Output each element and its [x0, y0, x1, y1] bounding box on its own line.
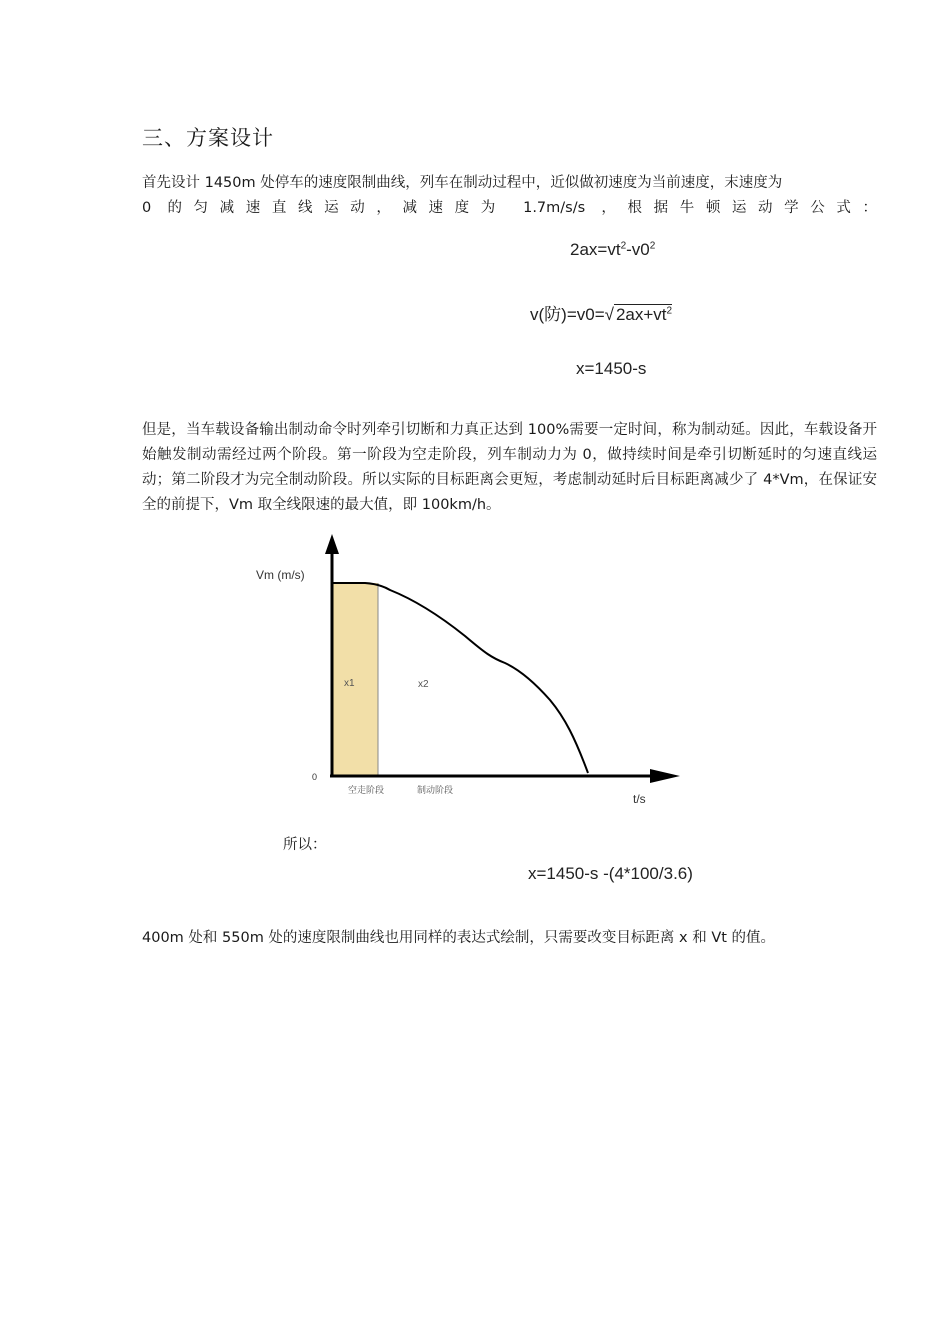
eq1-text: 2ax=vt [570, 240, 621, 259]
section-heading: 三、方案设计 [142, 126, 274, 150]
paragraph-other-curves: 400m 处和 550m 处的速度限制曲线也用同样的表达式绘制，只需要改变目标距离 x 和 Vt 的值。 [142, 930, 776, 946]
paragraph-intro-line1: 首先设计 1450m 处停车的速度限制曲线，列车在制动过程中，近似做初速度为当前速度，末速度为 [142, 175, 783, 191]
region-x2-label: x2 [418, 679, 429, 690]
origin-label: 0 [312, 772, 318, 782]
eq2-radicand-text: 2ax+vt [615, 305, 667, 324]
region-x1-label: x1 [344, 678, 355, 689]
paragraph-braking-delay: 但是，当车载设备输出制动命令时列牵引切断和力真正达到 100%需要一定时间，称为制动延。因此，车载设备开始触发制动需经过两个阶段。第一阶段为空走阶段，列车制动力为 0，做持续时间是牵引切断延时的匀速直线运动；第二阶段才为完全制动阶段。所以实际的目标距离会更短，考虑制动延时后目标距离减少了 4*Vm，在保证安全的前提下，Vm 取全线限速的最大值，即 100km/h。 [142, 422, 877, 513]
eq1-text-2: -v0 [626, 240, 650, 259]
eq1-exponent-2: 2 [649, 240, 656, 252]
x-axis-label: t/s [633, 792, 646, 806]
x-axis-arrow [650, 769, 680, 783]
equation-protection-speed [530, 300, 672, 325]
therefore-label: 所以： [283, 837, 327, 853]
eq2-radicand [614, 304, 672, 324]
eq2-left: v(防)=v0=√ [530, 305, 614, 324]
paragraph-intro-line2: 0 的匀减速直线运动，减速度为 1.7m/s/s ，根据牛顿运动学公式： [142, 200, 877, 216]
equation-adjusted-distance: x=1450-s -(4*100/3.6) [528, 864, 693, 883]
y-axis-arrow [325, 534, 339, 554]
braking-speed-graph [240, 528, 700, 818]
coasting-phase-region [332, 583, 378, 776]
equation-distance: x=1450-s [576, 359, 647, 378]
eq2-exponent: 2 [666, 305, 673, 317]
eq1-exponent-1: 2 [620, 240, 627, 252]
phase-braking-label: 制动阶段 [417, 786, 454, 796]
paragraph-intro [142, 171, 877, 221]
y-axis-label: Vm (m/s) [256, 568, 305, 582]
equation-kinematics [570, 240, 655, 260]
phase-coasting-label: 空走阶段 [348, 786, 385, 796]
